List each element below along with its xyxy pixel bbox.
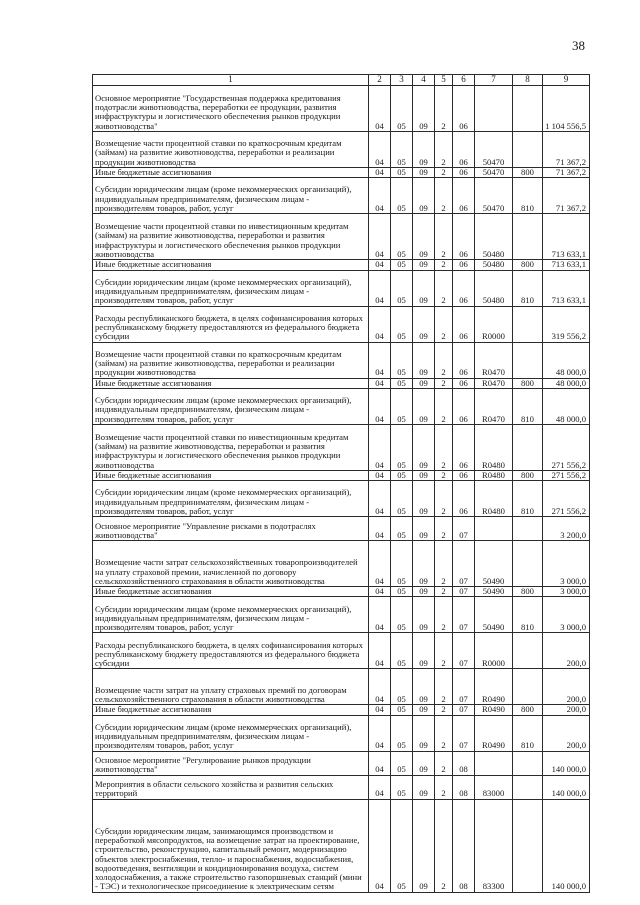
- code-cell: 05: [391, 306, 413, 342]
- table-row: [93, 541, 590, 587]
- code-cell: 2: [435, 470, 453, 480]
- code-cell: 04: [369, 178, 391, 214]
- table-row: [93, 470, 590, 480]
- code-cell: 2: [435, 270, 453, 306]
- code-cell: 06: [453, 270, 475, 306]
- code-cell: [513, 86, 543, 132]
- code-cell: 50490: [475, 541, 513, 587]
- code-cell: 04: [369, 306, 391, 342]
- code-cell: 07: [453, 597, 475, 633]
- row-name: Возмещение части процентной ставки по инвестиционным кредитам (займам) на развитие животноводства, переработки и развития инфраструктуры и логистического обеспечения рынков продукции животноводства: [93, 214, 369, 260]
- code-cell: 09: [413, 481, 435, 517]
- row-name: Субсидии юридическим лицам (кроме некоммерческих организаций), индивидуальным предпринимателям, физическим лицам - производителям товаров, работ, услуг: [93, 715, 369, 751]
- code-cell: 09: [413, 715, 435, 751]
- amount-cell: 48 000,0: [543, 342, 590, 378]
- code-cell: 2: [435, 517, 453, 541]
- code-cell: 50480: [475, 270, 513, 306]
- code-cell: 2: [435, 214, 453, 260]
- table-row: [93, 517, 590, 541]
- code-cell: 04: [369, 517, 391, 541]
- code-cell: 50480: [475, 260, 513, 270]
- code-cell: 2: [435, 178, 453, 214]
- row-name: Расходы республиканского бюджета, в целях софинансирования которых республиканскому бюджету предоставляются из федерального бюджета субсидии: [93, 633, 369, 669]
- row-name: Иные бюджетные ассигнования: [93, 587, 369, 597]
- table-row: [93, 587, 590, 597]
- code-cell: [513, 517, 543, 541]
- code-cell: 04: [369, 541, 391, 587]
- code-cell: 2: [435, 424, 453, 470]
- code-cell: R0490: [475, 669, 513, 705]
- table-row: [93, 270, 590, 306]
- code-cell: [513, 799, 543, 892]
- code-cell: 06: [453, 342, 475, 378]
- code-cell: 05: [391, 587, 413, 597]
- code-cell: 04: [369, 775, 391, 799]
- column-header: 2: [369, 75, 391, 86]
- code-cell: 05: [391, 132, 413, 168]
- code-cell: 04: [369, 597, 391, 633]
- code-cell: 810: [513, 715, 543, 751]
- code-cell: 05: [391, 799, 413, 892]
- row-name: Основное мероприятие "Регулирование рынков продукции животноводства": [93, 751, 369, 775]
- code-cell: 04: [369, 378, 391, 388]
- code-cell: 800: [513, 587, 543, 597]
- code-cell: 800: [513, 470, 543, 480]
- code-cell: 05: [391, 86, 413, 132]
- code-cell: 05: [391, 388, 413, 424]
- code-cell: 50490: [475, 597, 513, 633]
- code-cell: 2: [435, 86, 453, 132]
- row-name: Субсидии юридическим лицам (кроме некоммерческих организаций), индивидуальным предпринимателям, физическим лицам - производителям товаров, работ, услуг: [93, 388, 369, 424]
- code-cell: 810: [513, 178, 543, 214]
- row-name: Расходы республиканского бюджета, в целях софинансирования которых республиканскому бюджету предоставляются из федерального бюджета субсидии: [93, 306, 369, 342]
- code-cell: 09: [413, 517, 435, 541]
- table-row: [93, 597, 590, 633]
- code-cell: [513, 424, 543, 470]
- table-row: [93, 705, 590, 715]
- code-cell: 2: [435, 633, 453, 669]
- amount-cell: 3 000,0: [543, 597, 590, 633]
- amount-cell: 140 000,0: [543, 799, 590, 892]
- amount-cell: 3 000,0: [543, 541, 590, 587]
- code-cell: 06: [453, 132, 475, 168]
- amount-cell: 200,0: [543, 669, 590, 705]
- code-cell: 05: [391, 715, 413, 751]
- code-cell: 07: [453, 517, 475, 541]
- code-cell: 50470: [475, 168, 513, 178]
- code-cell: 09: [413, 168, 435, 178]
- code-cell: R0480: [475, 424, 513, 470]
- table-row: [93, 378, 590, 388]
- code-cell: 2: [435, 597, 453, 633]
- amount-cell: 200,0: [543, 705, 590, 715]
- code-cell: 2: [435, 705, 453, 715]
- code-cell: 09: [413, 378, 435, 388]
- code-cell: R0470: [475, 388, 513, 424]
- code-cell: 04: [369, 715, 391, 751]
- code-cell: 07: [453, 587, 475, 597]
- code-cell: 09: [413, 388, 435, 424]
- row-name: Субсидии юридическим лицам, занимающимся производством и переработкой мясопродуктов, на возмещение затрат на проектирование, строительство, реконструкцию, капитальный ремонт, модернизацию объектов электроснабжения, тепло- и пароснабжения, водоснабжения, водоотведения, вентиляции и кондиционирования воздуха, систем холодоснабжения, а также строительство газопоршневых станций (мини - ТЭС) и технологическое присоединение к электрическим сетям: [93, 799, 369, 892]
- code-cell: 09: [413, 541, 435, 587]
- code-cell: 09: [413, 597, 435, 633]
- code-cell: 2: [435, 541, 453, 587]
- amount-cell: 140 000,0: [543, 751, 590, 775]
- code-cell: 09: [413, 214, 435, 260]
- code-cell: 07: [453, 705, 475, 715]
- code-cell: 08: [453, 799, 475, 892]
- code-cell: 09: [413, 587, 435, 597]
- code-cell: 05: [391, 214, 413, 260]
- table-row: [93, 178, 590, 214]
- code-cell: 06: [453, 306, 475, 342]
- code-cell: 2: [435, 342, 453, 378]
- code-cell: [513, 751, 543, 775]
- code-cell: 09: [413, 751, 435, 775]
- amount-cell: 3 000,0: [543, 587, 590, 597]
- code-cell: 50480: [475, 214, 513, 260]
- page-number: 38: [572, 38, 585, 53]
- column-header: 9: [543, 75, 590, 86]
- code-cell: 05: [391, 270, 413, 306]
- code-cell: 2: [435, 715, 453, 751]
- code-cell: 05: [391, 168, 413, 178]
- row-name: Возмещение части процентной ставки по краткосрочным кредитам (займам) на развитие животноводства, переработки и реализации продукции животноводства: [93, 132, 369, 168]
- code-cell: 810: [513, 388, 543, 424]
- row-name: Иные бюджетные ассигнования: [93, 378, 369, 388]
- code-cell: 04: [369, 86, 391, 132]
- code-cell: 05: [391, 705, 413, 715]
- code-cell: 07: [453, 669, 475, 705]
- code-cell: 2: [435, 751, 453, 775]
- table-row: [93, 260, 590, 270]
- table-row: [93, 214, 590, 260]
- code-cell: 05: [391, 633, 413, 669]
- code-cell: 05: [391, 178, 413, 214]
- code-cell: 2: [435, 669, 453, 705]
- table-row: [93, 306, 590, 342]
- code-cell: R0480: [475, 470, 513, 480]
- row-name: Мероприятия в области сельского хозяйства и развития сельских территорий: [93, 775, 369, 799]
- code-cell: 09: [413, 342, 435, 378]
- code-cell: R0000: [475, 306, 513, 342]
- code-cell: R0470: [475, 378, 513, 388]
- code-cell: 810: [513, 270, 543, 306]
- code-cell: 09: [413, 270, 435, 306]
- code-cell: 04: [369, 633, 391, 669]
- table-row: [93, 481, 590, 517]
- table-row: [93, 633, 590, 669]
- row-name: Субсидии юридическим лицам (кроме некоммерческих организаций), индивидуальным предпринимателям, физическим лицам - производителям товаров, работ, услуг: [93, 481, 369, 517]
- code-cell: 05: [391, 775, 413, 799]
- row-name: Иные бюджетные ассигнования: [93, 470, 369, 480]
- code-cell: [513, 669, 543, 705]
- code-cell: 50470: [475, 132, 513, 168]
- table-row: [93, 669, 590, 705]
- amount-cell: 319 556,2: [543, 306, 590, 342]
- column-header: 1: [93, 75, 369, 86]
- row-name: Возмещение части затрат на уплату страховых премий по договорам сельскохозяйственного страхования в области животноводства: [93, 669, 369, 705]
- code-cell: [513, 342, 543, 378]
- code-cell: 09: [413, 799, 435, 892]
- code-cell: 06: [453, 214, 475, 260]
- table-row: [93, 86, 590, 132]
- code-cell: 83000: [475, 775, 513, 799]
- code-cell: 09: [413, 669, 435, 705]
- code-cell: R0480: [475, 481, 513, 517]
- code-cell: 2: [435, 775, 453, 799]
- code-cell: 06: [453, 260, 475, 270]
- code-cell: [513, 541, 543, 587]
- amount-cell: 48 000,0: [543, 388, 590, 424]
- column-header: 3: [391, 75, 413, 86]
- code-cell: 04: [369, 388, 391, 424]
- code-cell: 09: [413, 306, 435, 342]
- code-cell: 09: [413, 132, 435, 168]
- code-cell: 09: [413, 178, 435, 214]
- code-cell: 800: [513, 168, 543, 178]
- code-cell: [513, 775, 543, 799]
- table-row: [93, 424, 590, 470]
- code-cell: 2: [435, 132, 453, 168]
- code-cell: 09: [413, 705, 435, 715]
- code-cell: 06: [453, 378, 475, 388]
- amount-cell: 71 367,2: [543, 132, 590, 168]
- code-cell: 2: [435, 378, 453, 388]
- code-cell: 800: [513, 260, 543, 270]
- code-cell: 05: [391, 424, 413, 470]
- code-cell: 04: [369, 751, 391, 775]
- code-cell: 09: [413, 86, 435, 132]
- code-cell: 04: [369, 470, 391, 480]
- column-header: 6: [453, 75, 475, 86]
- row-name: Основное мероприятие "Управление рисками в подотраслях животноводства": [93, 517, 369, 541]
- code-cell: [513, 633, 543, 669]
- code-cell: 07: [453, 715, 475, 751]
- amount-cell: 140 000,0: [543, 775, 590, 799]
- code-cell: [513, 214, 543, 260]
- code-cell: [475, 517, 513, 541]
- code-cell: [475, 86, 513, 132]
- code-cell: 06: [453, 178, 475, 214]
- code-cell: 2: [435, 306, 453, 342]
- row-name: Возмещение части затрат сельскохозяйственных товаропроизводителей на уплату страховой премии, начисленной по договору сельскохозяйственного страхования в области животноводства: [93, 541, 369, 587]
- code-cell: 50490: [475, 587, 513, 597]
- code-cell: 2: [435, 587, 453, 597]
- code-cell: 07: [453, 541, 475, 587]
- code-cell: 810: [513, 597, 543, 633]
- amount-cell: 200,0: [543, 715, 590, 751]
- table-row: [93, 168, 590, 178]
- row-name: Возмещение части процентной ставки по краткосрочным кредитам (займам) на развитие животноводства, переработки и реализации продукции животноводства: [93, 342, 369, 378]
- code-cell: 05: [391, 481, 413, 517]
- code-cell: 800: [513, 378, 543, 388]
- code-cell: R0490: [475, 715, 513, 751]
- code-cell: 06: [453, 481, 475, 517]
- table-row: [93, 132, 590, 168]
- code-cell: 04: [369, 132, 391, 168]
- code-cell: [475, 751, 513, 775]
- row-name: Основное мероприятие "Государственная поддержка кредитования подотрасли животноводства, переработки ее продукции, развития инфраструктуры и логистического обеспечения рынков продукции животноводства": [93, 86, 369, 132]
- code-cell: 04: [369, 260, 391, 270]
- code-cell: R0470: [475, 342, 513, 378]
- code-cell: 800: [513, 705, 543, 715]
- amount-cell: 271 556,2: [543, 424, 590, 470]
- column-header: 4: [413, 75, 435, 86]
- code-cell: 04: [369, 705, 391, 715]
- code-cell: 09: [413, 775, 435, 799]
- amount-cell: 713 633,1: [543, 214, 590, 260]
- amount-cell: 200,0: [543, 633, 590, 669]
- code-cell: 2: [435, 799, 453, 892]
- code-cell: 05: [391, 541, 413, 587]
- code-cell: 09: [413, 470, 435, 480]
- table-row: [93, 342, 590, 378]
- code-cell: 05: [391, 378, 413, 388]
- column-header: 7: [475, 75, 513, 86]
- code-cell: 04: [369, 214, 391, 260]
- code-cell: 08: [453, 775, 475, 799]
- code-cell: 07: [453, 633, 475, 669]
- code-cell: 810: [513, 481, 543, 517]
- code-cell: 09: [413, 424, 435, 470]
- amount-cell: 713 633,1: [543, 260, 590, 270]
- code-cell: 04: [369, 481, 391, 517]
- code-cell: 05: [391, 669, 413, 705]
- code-cell: 2: [435, 481, 453, 517]
- code-cell: 2: [435, 168, 453, 178]
- code-cell: 04: [369, 168, 391, 178]
- code-cell: 05: [391, 470, 413, 480]
- code-cell: 04: [369, 270, 391, 306]
- code-cell: 83300: [475, 799, 513, 892]
- code-cell: 05: [391, 342, 413, 378]
- row-name: Иные бюджетные ассигнования: [93, 705, 369, 715]
- amount-cell: 48 000,0: [543, 378, 590, 388]
- table-row: [93, 775, 590, 799]
- code-cell: 05: [391, 517, 413, 541]
- table-row: [93, 751, 590, 775]
- code-cell: 04: [369, 669, 391, 705]
- table-row: [93, 799, 590, 892]
- code-cell: 50470: [475, 178, 513, 214]
- amount-cell: 271 556,2: [543, 470, 590, 480]
- row-name: Субсидии юридическим лицам (кроме некоммерческих организаций), индивидуальным предпринимателям, физическим лицам - производителям товаров, работ, услуг: [93, 270, 369, 306]
- table-header-row: [93, 75, 590, 86]
- code-cell: [513, 132, 543, 168]
- row-name: Возмещение части процентной ставки по инвестиционным кредитам (займам) на развитие животноводства, переработки и развития инфраструктуры и логистического обеспечения рынков продукции животноводства: [93, 424, 369, 470]
- code-cell: 09: [413, 260, 435, 270]
- column-header: 5: [435, 75, 453, 86]
- amount-cell: 71 367,2: [543, 178, 590, 214]
- code-cell: 05: [391, 260, 413, 270]
- code-cell: 05: [391, 597, 413, 633]
- code-cell: 06: [453, 424, 475, 470]
- code-cell: 04: [369, 342, 391, 378]
- code-cell: 05: [391, 751, 413, 775]
- code-cell: R0490: [475, 705, 513, 715]
- row-name: Субсидии юридическим лицам (кроме некоммерческих организаций), индивидуальным предпринимателям, физическим лицам - производителям товаров, работ, услуг: [93, 597, 369, 633]
- amount-cell: 3 200,0: [543, 517, 590, 541]
- amount-cell: 71 367,2: [543, 168, 590, 178]
- code-cell: 06: [453, 388, 475, 424]
- amount-cell: 713 633,1: [543, 270, 590, 306]
- code-cell: 08: [453, 751, 475, 775]
- row-name: Иные бюджетные ассигнования: [93, 168, 369, 178]
- amount-cell: 271 556,2: [543, 481, 590, 517]
- code-cell: 2: [435, 260, 453, 270]
- budget-table: [92, 74, 590, 893]
- code-cell: 06: [453, 470, 475, 480]
- table-row: [93, 388, 590, 424]
- code-cell: 06: [453, 168, 475, 178]
- code-cell: 04: [369, 587, 391, 597]
- code-cell: R0000: [475, 633, 513, 669]
- column-header: 8: [513, 75, 543, 86]
- code-cell: 09: [413, 633, 435, 669]
- code-cell: 2: [435, 388, 453, 424]
- row-name: Субсидии юридическим лицам (кроме некоммерческих организаций), индивидуальным предпринимателям, физическим лицам - производителям товаров, работ, услуг: [93, 178, 369, 214]
- code-cell: 04: [369, 799, 391, 892]
- code-cell: [513, 306, 543, 342]
- table-row: [93, 715, 590, 751]
- code-cell: 06: [453, 86, 475, 132]
- amount-cell: 1 104 556,5: [543, 86, 590, 132]
- row-name: Иные бюджетные ассигнования: [93, 260, 369, 270]
- code-cell: 04: [369, 424, 391, 470]
